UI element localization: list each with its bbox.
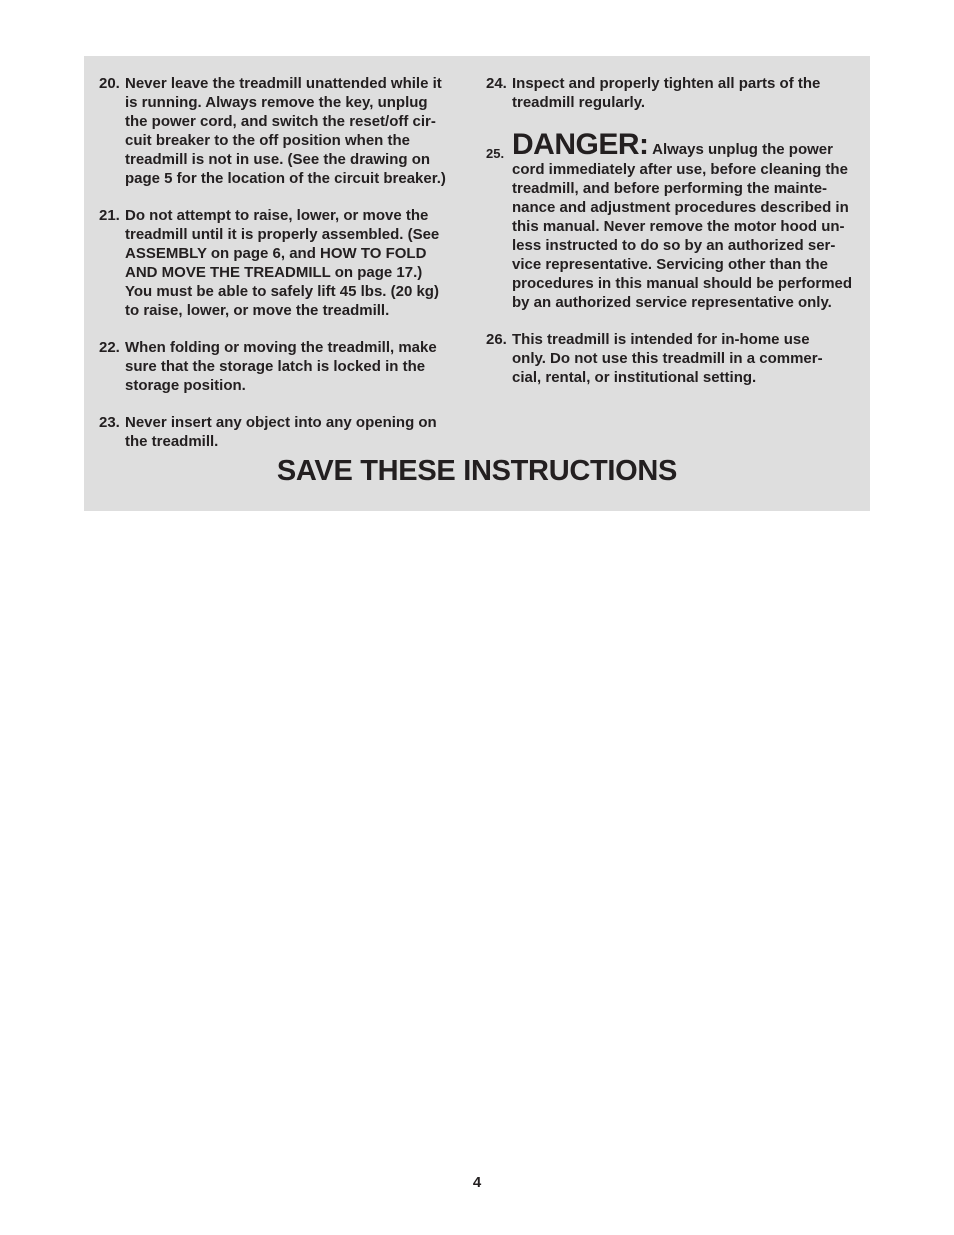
item-text-line: storage position. <box>125 377 246 394</box>
item-text-line: less instructed to do so by an authorized ser- <box>512 237 836 254</box>
item-text-line: only. Do not use this treadmill in a commer- <box>512 350 823 367</box>
instruction-item-21 <box>99 206 469 320</box>
instruction-item-23 <box>99 413 469 451</box>
item-text-line: treadmill, and before performing the mainte- <box>512 180 828 197</box>
item-text-line: procedures in this manual should be performed <box>512 275 853 292</box>
danger-first-line <box>512 130 856 160</box>
item-text-line: this manual. Never remove the motor hood un- <box>512 218 845 235</box>
item-text-line: ASSEMBLY on page 6, and HOW TO FOLD <box>125 245 427 262</box>
item-text-line: cord immediately after use, before cleaning the <box>512 161 848 178</box>
item-number: 25. <box>486 146 505 161</box>
item-text-line: cuit breaker to the off position when the <box>125 132 411 149</box>
instruction-item-26 <box>486 330 856 387</box>
item-text-line: page 5 for the location of the circuit breaker.) <box>125 170 446 187</box>
item-text-line: You must be able to safely lift 45 lbs. (20 kg) <box>125 283 439 300</box>
item-text-line: Inspect and properly tighten all parts of the <box>512 75 821 92</box>
right-column <box>486 74 856 405</box>
item-number: 23. <box>99 414 120 431</box>
left-column <box>99 74 469 469</box>
item-text-line: Always unplug the power <box>648 141 833 158</box>
item-text-line: to raise, lower, or move the treadmill. <box>125 302 390 319</box>
save-instructions-heading: SAVE THESE INSTRUCTIONS <box>276 455 678 487</box>
item-text-line: When folding or moving the treadmill, make <box>125 339 437 356</box>
item-number: 21. <box>99 207 120 224</box>
item-text-line: the treadmill. <box>125 433 219 450</box>
instruction-item-20 <box>99 74 469 188</box>
item-text-line: treadmill until it is properly assembled. (See <box>125 226 440 243</box>
item-text-line: nance and adjustment procedures described in <box>512 199 849 216</box>
item-text-line: is running. Always remove the key, unplug <box>125 94 428 111</box>
item-text-line: This treadmill is intended for in-home use <box>512 331 810 348</box>
item-number: 26. <box>486 331 507 348</box>
item-text-line: Never leave the treadmill unattended while it <box>125 75 442 92</box>
item-text-line: treadmill is not in use. (See the drawing on <box>125 151 431 168</box>
safety-instructions-panel <box>84 56 870 511</box>
item-text-line: vice representative. Servicing other than the <box>512 256 828 273</box>
item-text-line: Never insert any object into any opening on <box>125 414 437 431</box>
item-number: 22. <box>99 339 120 356</box>
instruction-item-22 <box>99 338 469 395</box>
instruction-item-25 <box>486 130 856 312</box>
item-text-line: the power cord, and switch the reset/off cir- <box>125 113 436 130</box>
item-number: 20. <box>99 75 120 92</box>
item-text-line: treadmill regularly. <box>512 94 646 111</box>
item-text-line: Do not attempt to raise, lower, or move the <box>125 207 429 224</box>
item-text-line: sure that the storage latch is locked in the <box>125 358 426 375</box>
danger-label: DANGER: <box>512 128 649 161</box>
item-text-line: AND MOVE THE TREADMILL on page 17.) <box>125 264 423 281</box>
item-text-line: cial, rental, or institutional setting. <box>512 369 757 386</box>
item-number: 24. <box>486 75 507 92</box>
page-number: 4 <box>472 1174 482 1191</box>
item-text-line: by an authorized service representative only. <box>512 294 832 311</box>
instruction-item-24 <box>486 74 856 112</box>
